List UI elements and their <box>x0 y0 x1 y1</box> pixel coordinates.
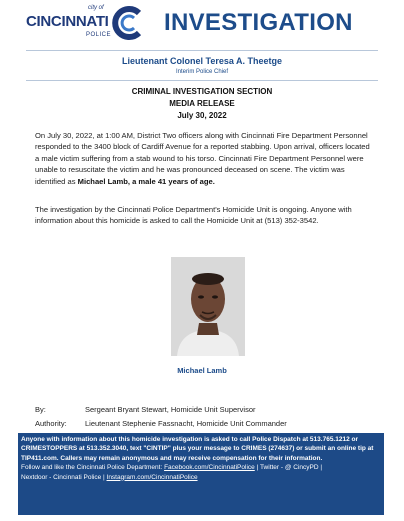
logo-city-of: city of <box>88 5 104 11</box>
follow-text: Follow and like the Cincinnati Police Department: <box>21 464 165 472</box>
header-divider <box>26 50 378 51</box>
separator: | <box>101 473 107 481</box>
chief-title: Interim Police Chief <box>175 69 229 75</box>
investigation-paragraph: The investigation by the Cincinnati Police Department's Homicide Unit is ongoing. Anyone with information about this homicide is asked to call the Homicide Unit at (513) 352-3542. <box>35 205 352 226</box>
authority-line <box>35 419 287 428</box>
cincinnati-police-logo <box>26 5 144 43</box>
incident-paragraph <box>35 130 373 187</box>
tip-info-box <box>18 433 384 515</box>
facebook-link[interactable]: Facebook.com/CincinnatiPolice <box>164 464 255 472</box>
page-title: INVESTIGATION <box>164 9 353 36</box>
city-c-mark-icon <box>112 6 144 40</box>
logo-police: POLICE <box>86 32 112 38</box>
victim-photo <box>171 257 245 356</box>
authority-label: Authority: <box>35 419 67 428</box>
release-date: July 30, 2022 <box>177 111 227 120</box>
logo-cincinnati: CINCINNATI <box>26 13 109 30</box>
chief-divider <box>26 80 378 81</box>
photo-caption: Michael Lamb <box>177 366 227 375</box>
tip-info-text: Anyone with information about this homicide investigation is asked to call Police Dispatch at 513.765.1212 or CRIMESTOPPERS at 513.352.3040, text "CINTIP" plus your message to CRIMES (274637) or submit an online tip at TIP411.com. Callers may remain anonymous and may receive compensation for their information. <box>21 436 374 462</box>
release-type: MEDIA RELEASE <box>169 99 235 108</box>
chief-name: Lieutenant Colonel Teresa A. Theetge <box>121 56 283 66</box>
by-line <box>35 405 256 414</box>
section-heading: CRIMINAL INVESTIGATION SECTION <box>131 87 273 96</box>
incident-text: On July 30, 2022, at 1:00 AM, District Two officers along with Cincinnati Fire Department Personnel responded to the 3400 block of Cardiff Avenue for a reported stabbing. Upon arrival, officers located a male victim suffering from a stab wound to his torso. Cincinnati Fire Department Personnel were unable to resuscitate the victim and he was pronounced deceased on scene. The victim was identified as <box>35 131 370 186</box>
nextdoor-text: Nextdoor - Cincinnati Police <box>21 473 102 481</box>
by-label: By: <box>35 405 46 414</box>
victim-identification: Michael Lamb, a male 41 years of age. <box>77 176 215 186</box>
authority-value: Lieutenant Stephenie Fassnacht, Homicide Unit Commander <box>85 419 287 428</box>
instagram-link[interactable]: Instagram.com/CincinnatiPolice <box>106 473 198 481</box>
by-value: Sergeant Bryant Stewart, Homicide Unit Supervisor <box>85 405 256 414</box>
twitter-text: | Twitter - @ CincyPD | <box>254 464 323 472</box>
header <box>0 0 404 48</box>
